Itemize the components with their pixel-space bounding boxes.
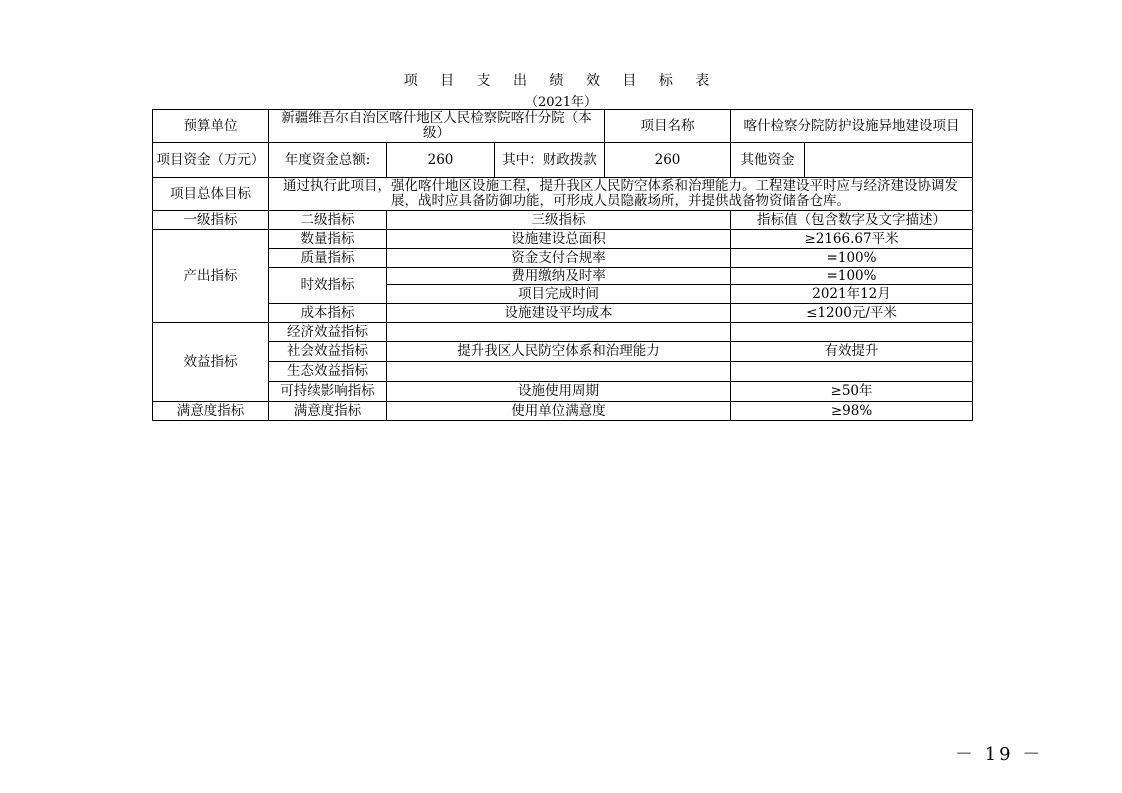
timeliness-indicator-label: 时效指标 [269, 268, 387, 304]
table-row [153, 382, 973, 402]
satisfaction-indicator-label: 满意度指标 [153, 402, 269, 421]
table-row [153, 230, 973, 249]
cost-indicator: 设施建设平均成本 [387, 304, 731, 323]
completion-time-value: 2021年12月 [731, 285, 973, 304]
table-row [153, 249, 973, 268]
table-row [153, 268, 973, 285]
satisfaction-indicator: 使用单位满意度 [387, 402, 731, 421]
economic-benefit-indicator [387, 323, 731, 342]
table-header-row [153, 211, 973, 230]
quality-indicator-label: 质量指标 [269, 249, 387, 268]
budget-unit-label: 预算单位 [153, 110, 269, 143]
quantity-value: ≥2166.67平米 [731, 230, 973, 249]
table-row [153, 143, 973, 178]
quantity-indicator-label: 数量指标 [269, 230, 387, 249]
project-name-label: 项目名称 [605, 110, 731, 143]
table-row [153, 304, 973, 323]
table-row [153, 362, 973, 382]
header-level3: 三级指标 [387, 211, 731, 230]
quantity-indicator: 设施建设总面积 [387, 230, 731, 249]
fiscal-value: 260 [605, 143, 731, 178]
economic-benefit-value [731, 323, 973, 342]
ecological-benefit-indicator [387, 362, 731, 382]
quality-value: =100% [731, 249, 973, 268]
satisfaction-sub-label: 满意度指标 [269, 402, 387, 421]
economic-benefit-label: 经济效益指标 [269, 323, 387, 342]
table-row [153, 178, 973, 211]
sustainable-impact-indicator: 设施使用周期 [387, 382, 731, 402]
fiscal-label: 其中：财政拨款 [495, 143, 605, 178]
ecological-benefit-label: 生态效益指标 [269, 362, 387, 382]
output-indicator-label: 产出指标 [153, 230, 269, 323]
overall-goal-label: 项目总体目标 [153, 178, 269, 211]
table-row [153, 110, 973, 143]
annual-total-value: 260 [387, 143, 495, 178]
table-row [153, 402, 973, 421]
project-name-value: 喀什检察分院防护设施异地建设项目 [731, 110, 973, 143]
header-value: 指标值（包含数字及文字描述） [731, 211, 973, 230]
satisfaction-value: ≥98% [731, 402, 973, 421]
other-funds-label: 其他资金 [731, 143, 805, 178]
social-benefit-label: 社会效益指标 [269, 342, 387, 362]
page-title: 项 目 支 出 绩 效 目 标 表 [403, 73, 719, 89]
header-level2: 二级指标 [269, 211, 387, 230]
cost-indicator-label: 成本指标 [269, 304, 387, 323]
social-benefit-indicator: 提升我区人民防空体系和治理能力 [387, 342, 731, 362]
completion-time-indicator: 项目完成时间 [387, 285, 731, 304]
page-number: － 19 － [955, 744, 1044, 765]
benefit-indicator-label: 效益指标 [153, 323, 269, 402]
cost-value: ≤1200元/平米 [731, 304, 973, 323]
other-funds-value [805, 143, 973, 178]
timeliness-indicator: 费用缴纳及时率 [387, 268, 731, 285]
quality-indicator: 资金支付合规率 [387, 249, 731, 268]
timeliness-value: =100% [731, 268, 973, 285]
sustainable-impact-label: 可持续影响指标 [269, 382, 387, 402]
annual-total-label: 年度资金总额: [269, 143, 387, 178]
table-row [153, 342, 973, 362]
budget-unit-value: 新疆维吾尔自治区喀什地区人民检察院喀什分院（本级） [269, 110, 605, 143]
overall-goal-text: 通过执行此项目，强化喀什地区设施工程，提升我区人民防空体系和治理能力。工程建设平时应与经济建设协调发展，战时应具备防御功能，可形成人员隐蔽场所，并提供战备物资储备仓库。 [269, 178, 973, 211]
ecological-benefit-value [731, 362, 973, 382]
sustainable-impact-value: ≥50年 [731, 382, 973, 402]
social-benefit-value: 有效提升 [731, 342, 973, 362]
header-level1: 一级指标 [153, 211, 269, 230]
funds-label: 项目资金（万元） [153, 143, 269, 178]
table-row [153, 323, 973, 342]
performance-target-table [152, 109, 973, 421]
year-subtitle: （2021年） [524, 95, 598, 110]
